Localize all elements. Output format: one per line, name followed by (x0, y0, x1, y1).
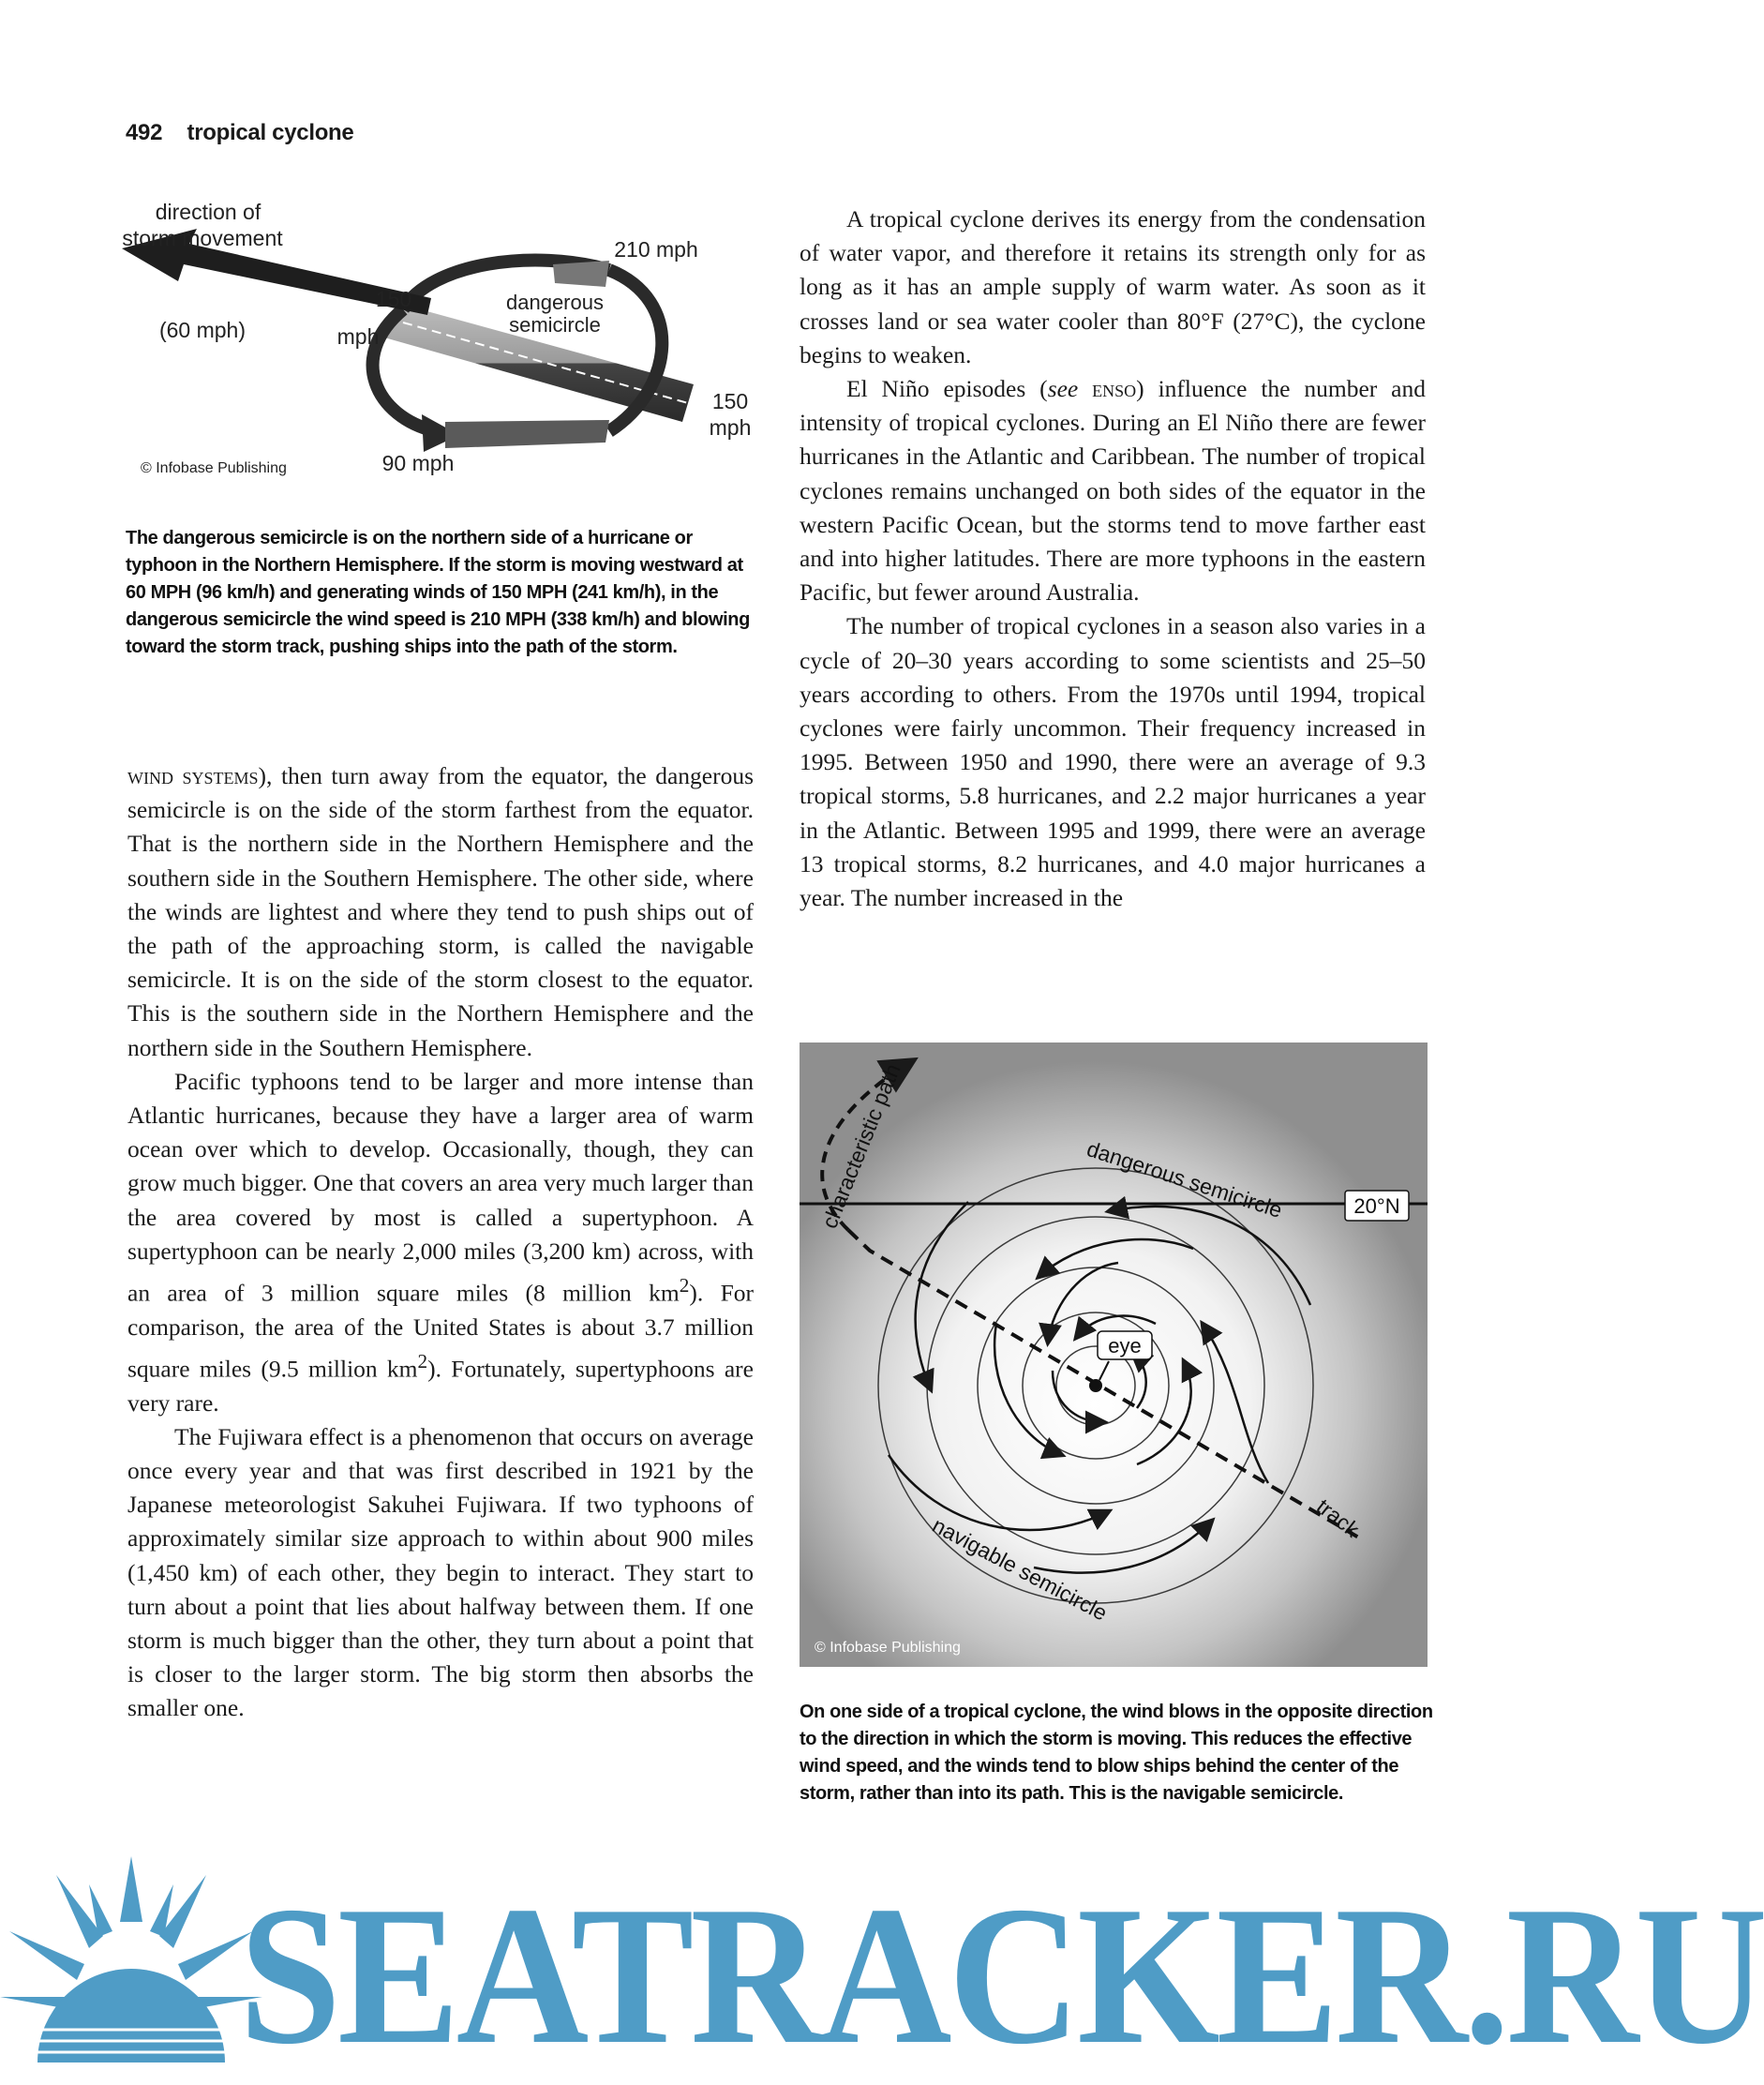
right-paragraph-1: A tropical cyclone derives its energy from the condensation of water vapor, and therefore it retains its strength only for as long as it has an ample supply of warm water. As soon as it crosses land or sea water cooler than 80°F (27°C), the cyclone begins to weaken. (800, 205, 1426, 368)
page-number: 492 (126, 120, 163, 145)
label-150-left-2: mph (336, 324, 380, 349)
left-paragraph-1-text: ), then turn away from the equator, the dangerous semicircle is on the side of the storm farthest from the equator. That is the northern side in the Northern Hemisphere and the southern side in the Southern Hemisphere. The other side, where the winds are lightest and where they tend to push ships out of the path of the approaching storm, is called the navigable semicircle. It is on the side of the storm closest to the equator. This is the southern side in the Northern Hemisphere and the northern side in the Southern Hemisphere. (127, 762, 754, 1061)
running-header (126, 120, 353, 146)
label-direction-1: direction of (155, 200, 262, 224)
figure1-caption: The dangerous semicircle is on the northern side of a hurricane or typhoon in the Northern Hemisphere. If the storm is moving westward at 60 MPH (96 km/h) and generating winds of 150 MPH (241 km/h), in the dangerous semicircle the wind speed is 210 MPH (338 km/h) and blowing toward the storm track, pushing ships into the path of the storm. (126, 528, 750, 657)
label-eye: eye (1108, 1334, 1142, 1358)
figure2-credit: © Infobase Publishing (815, 1640, 961, 1656)
label-dangerous-2: semicircle (509, 313, 601, 337)
figure2-caption: On one side of a tropical cyclone, the wind blows in the opposite direction to the direction in which the storm is moving. This reduces the effective wind speed, and the winds tend to blow ships behind the center of the storm, rather than into its path. This is the navigable semicircle. (800, 1702, 1433, 1804)
label-20n: 20°N (1353, 1194, 1400, 1218)
left-paragraph-2-text-c: ). Fortunately, supertyphoons are very rare. (127, 1355, 754, 1417)
label-150-left-1: 150 (375, 287, 412, 311)
figure-dangerous-semicircle (122, 197, 759, 488)
left-column (127, 759, 754, 1726)
right-paragraph-3: The number of tropical cyclones in a season also varies in a cycle of 20–30 years according to some scientists and 25–50 years according to others. From the 1970s until 1994, tropical cyclones were fairly uncommon. Their frequency increased in 1995. Between 1950 and 1990, there were an average of 9.3 tropical storms, 5.8 hurricanes, and 2.2 major hurricanes a year in the Atlantic. Between 1995 and 1999, there were an average 13 tropical storms, 8.2 hurricanes, and 4.0 major hurricanes a year. The number increased in the (800, 612, 1426, 912)
running-title: tropical cyclone (187, 120, 354, 145)
figure1-credit: © Infobase Publishing (141, 460, 287, 476)
label-90mph: 90 mph (381, 451, 455, 475)
label-direction-2: storm movement (122, 226, 283, 250)
label-150-right-2: mph (709, 415, 752, 440)
left-paragraph-2-text-a: Pacific typhoons tend to be larger and more intense than Atlantic hurricanes, because they have a larger area of warm ocean over which to develop. Occasionally, though, they can grow much bigger. One that covers an area very much larger than the area covered by most is called a supertyphoon. A supertyphoon can be nearly 2,000 miles (3,200 km) across, with an area of 3 million square miles (8 million km (127, 1067, 754, 1307)
left-paragraph-2-text-b: ). For comparison, the area of the United States is about 3.7 million square miles (9.5 million km (127, 1279, 754, 1383)
left-paragraph-1 (127, 759, 754, 1065)
cross-reference-wind-systems: wind systems (127, 762, 259, 789)
label-characteristic-path: characteristic path (816, 1060, 905, 1232)
label-track: track (1311, 1493, 1365, 1542)
left-paragraph-3: The Fujiwara effect is a phenomenon that occurs on average once every year and that was first described in 1921 by the Japanese meteorologist Sakuhei Fujiwara. If two typhoons of approximately similar size approach to within about 900 miles (1,450 km) of each other, they begin to interact. They start to turn about a point that lies about halfway between them. If one storm is much bigger than the other, they turn about a point that is closer to the larger storm. The big storm then absorbs the smaller one. (127, 1422, 754, 1722)
superscript-2a: 2 (679, 1274, 690, 1298)
label-dangerous-1: dangerous (506, 291, 604, 314)
label-navigable-semicircle: navigable semicircle (928, 1512, 1112, 1626)
superscript-2b: 2 (417, 1349, 428, 1372)
wind-segment-210 (553, 261, 609, 287)
right-paragraph-2 (800, 372, 1426, 609)
left-paragraph-2 (127, 1065, 754, 1420)
eye-center (1089, 1379, 1102, 1392)
label-60mph: (60 mph) (158, 318, 247, 342)
cyclone-wind-diagram (800, 1042, 1428, 1667)
watermark-text: SEATRACKER.RU (239, 1866, 1764, 2085)
see-italic: see (1047, 375, 1079, 403)
figure-cyclone-wind-pattern (800, 1042, 1428, 1667)
label-210mph: 210 mph (614, 237, 698, 262)
cross-reference-enso: enso (1092, 375, 1137, 403)
right-paragraph-2-text-a: El Niño episodes ( (846, 375, 1048, 403)
wind-segment-90 (445, 420, 609, 448)
dangerous-semicircle-diagram (122, 197, 759, 488)
right-column (800, 202, 1426, 915)
label-dangerous-semicircle: dangerous semicircle (1084, 1136, 1286, 1222)
right-paragraph-2-text-b: ) influence the number and intensity of tropical cyclones. During an El Niño there are fewer hurricanes in the Atlantic and Caribbean. The number of tropical cyclones remains unchanged on both sides of the equator in the western Pacific Ocean, but the storms tend to move farther east and into higher latitudes. There are more typhoons in the eastern Pacific, but fewer around Australia. (800, 375, 1426, 607)
label-150-right-1: 150 (711, 389, 749, 413)
